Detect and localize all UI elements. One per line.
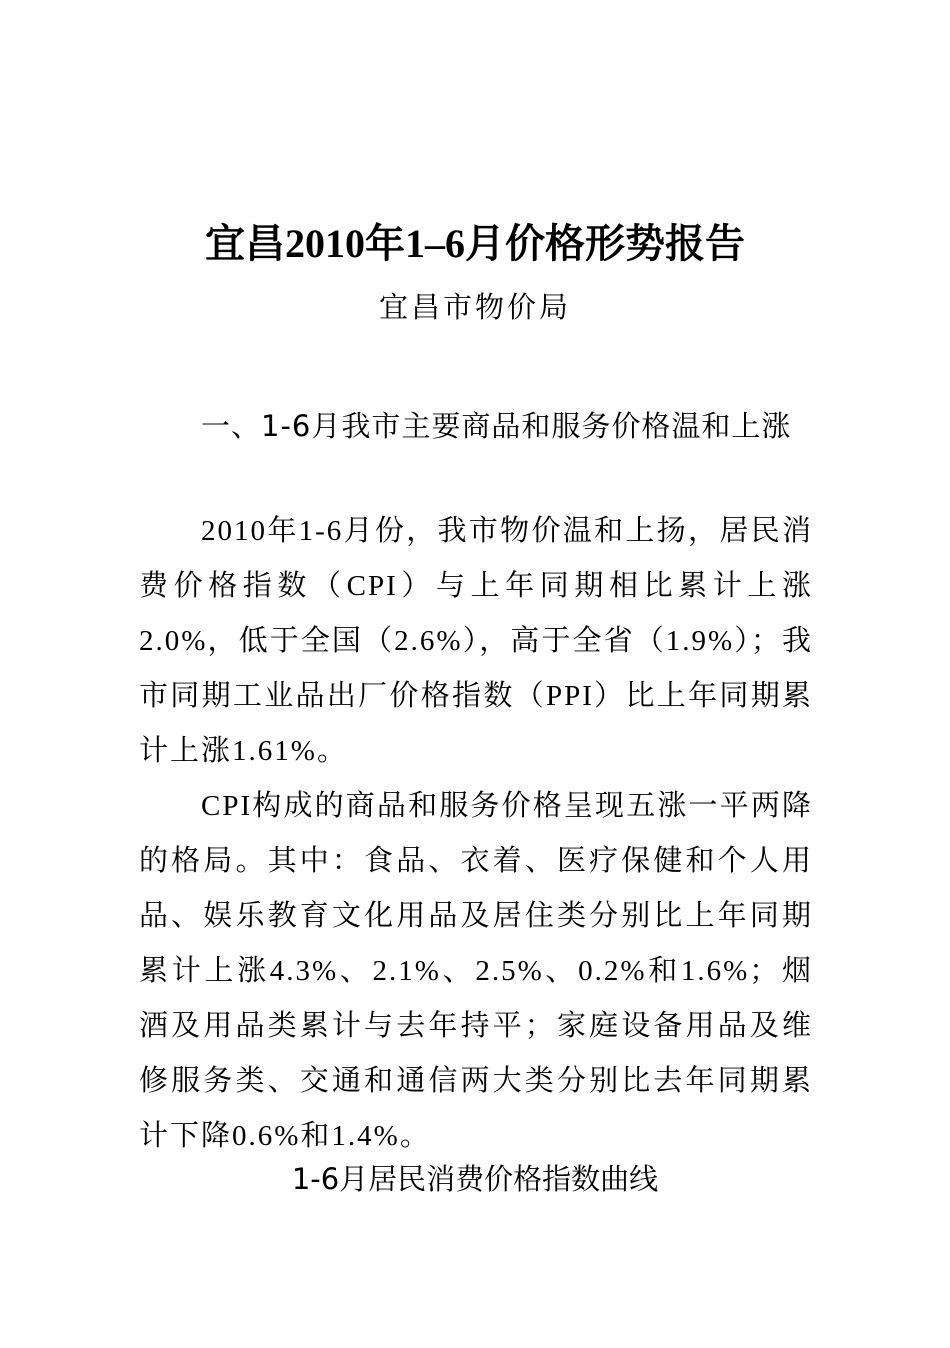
- section-heading: 一、1-6月我市主要商品和服务价格温和上涨: [201, 409, 792, 443]
- paragraph-cpi-components: CPI构成的商品和服务价格呈现五涨一平两降的格局。其中：食品、衣着、医疗保健和个人用品、娱乐教育文化用品及居住类分别比上年同期累计上涨4.3%、2.1%、2.5%、0.2%和1.6%；烟酒及用品类累计与去年持平；家庭设备用品及维修服务类、交通和通信两大类分别比去年同期累计下降0.6%和1.4%。: [139, 790, 813, 1152]
- chart-caption: 1-6月居民消费价格指数曲线: [291, 1162, 659, 1196]
- paragraph-cpi-summary: 2010年1-6月份，我市物价温和上扬，居民消费价格指数（CPI）与上年同期相比累计上涨2.0%，低于全国（2.6%），高于全省（1.9%）；我市同期工业品出厂价格指数（PPI）比上年同期累计上涨1.61%。: [139, 515, 813, 767]
- document-title: 宜昌2010年1–6月价格形势报告: [205, 221, 745, 266]
- document-author: 宜昌市物价局: [378, 292, 571, 324]
